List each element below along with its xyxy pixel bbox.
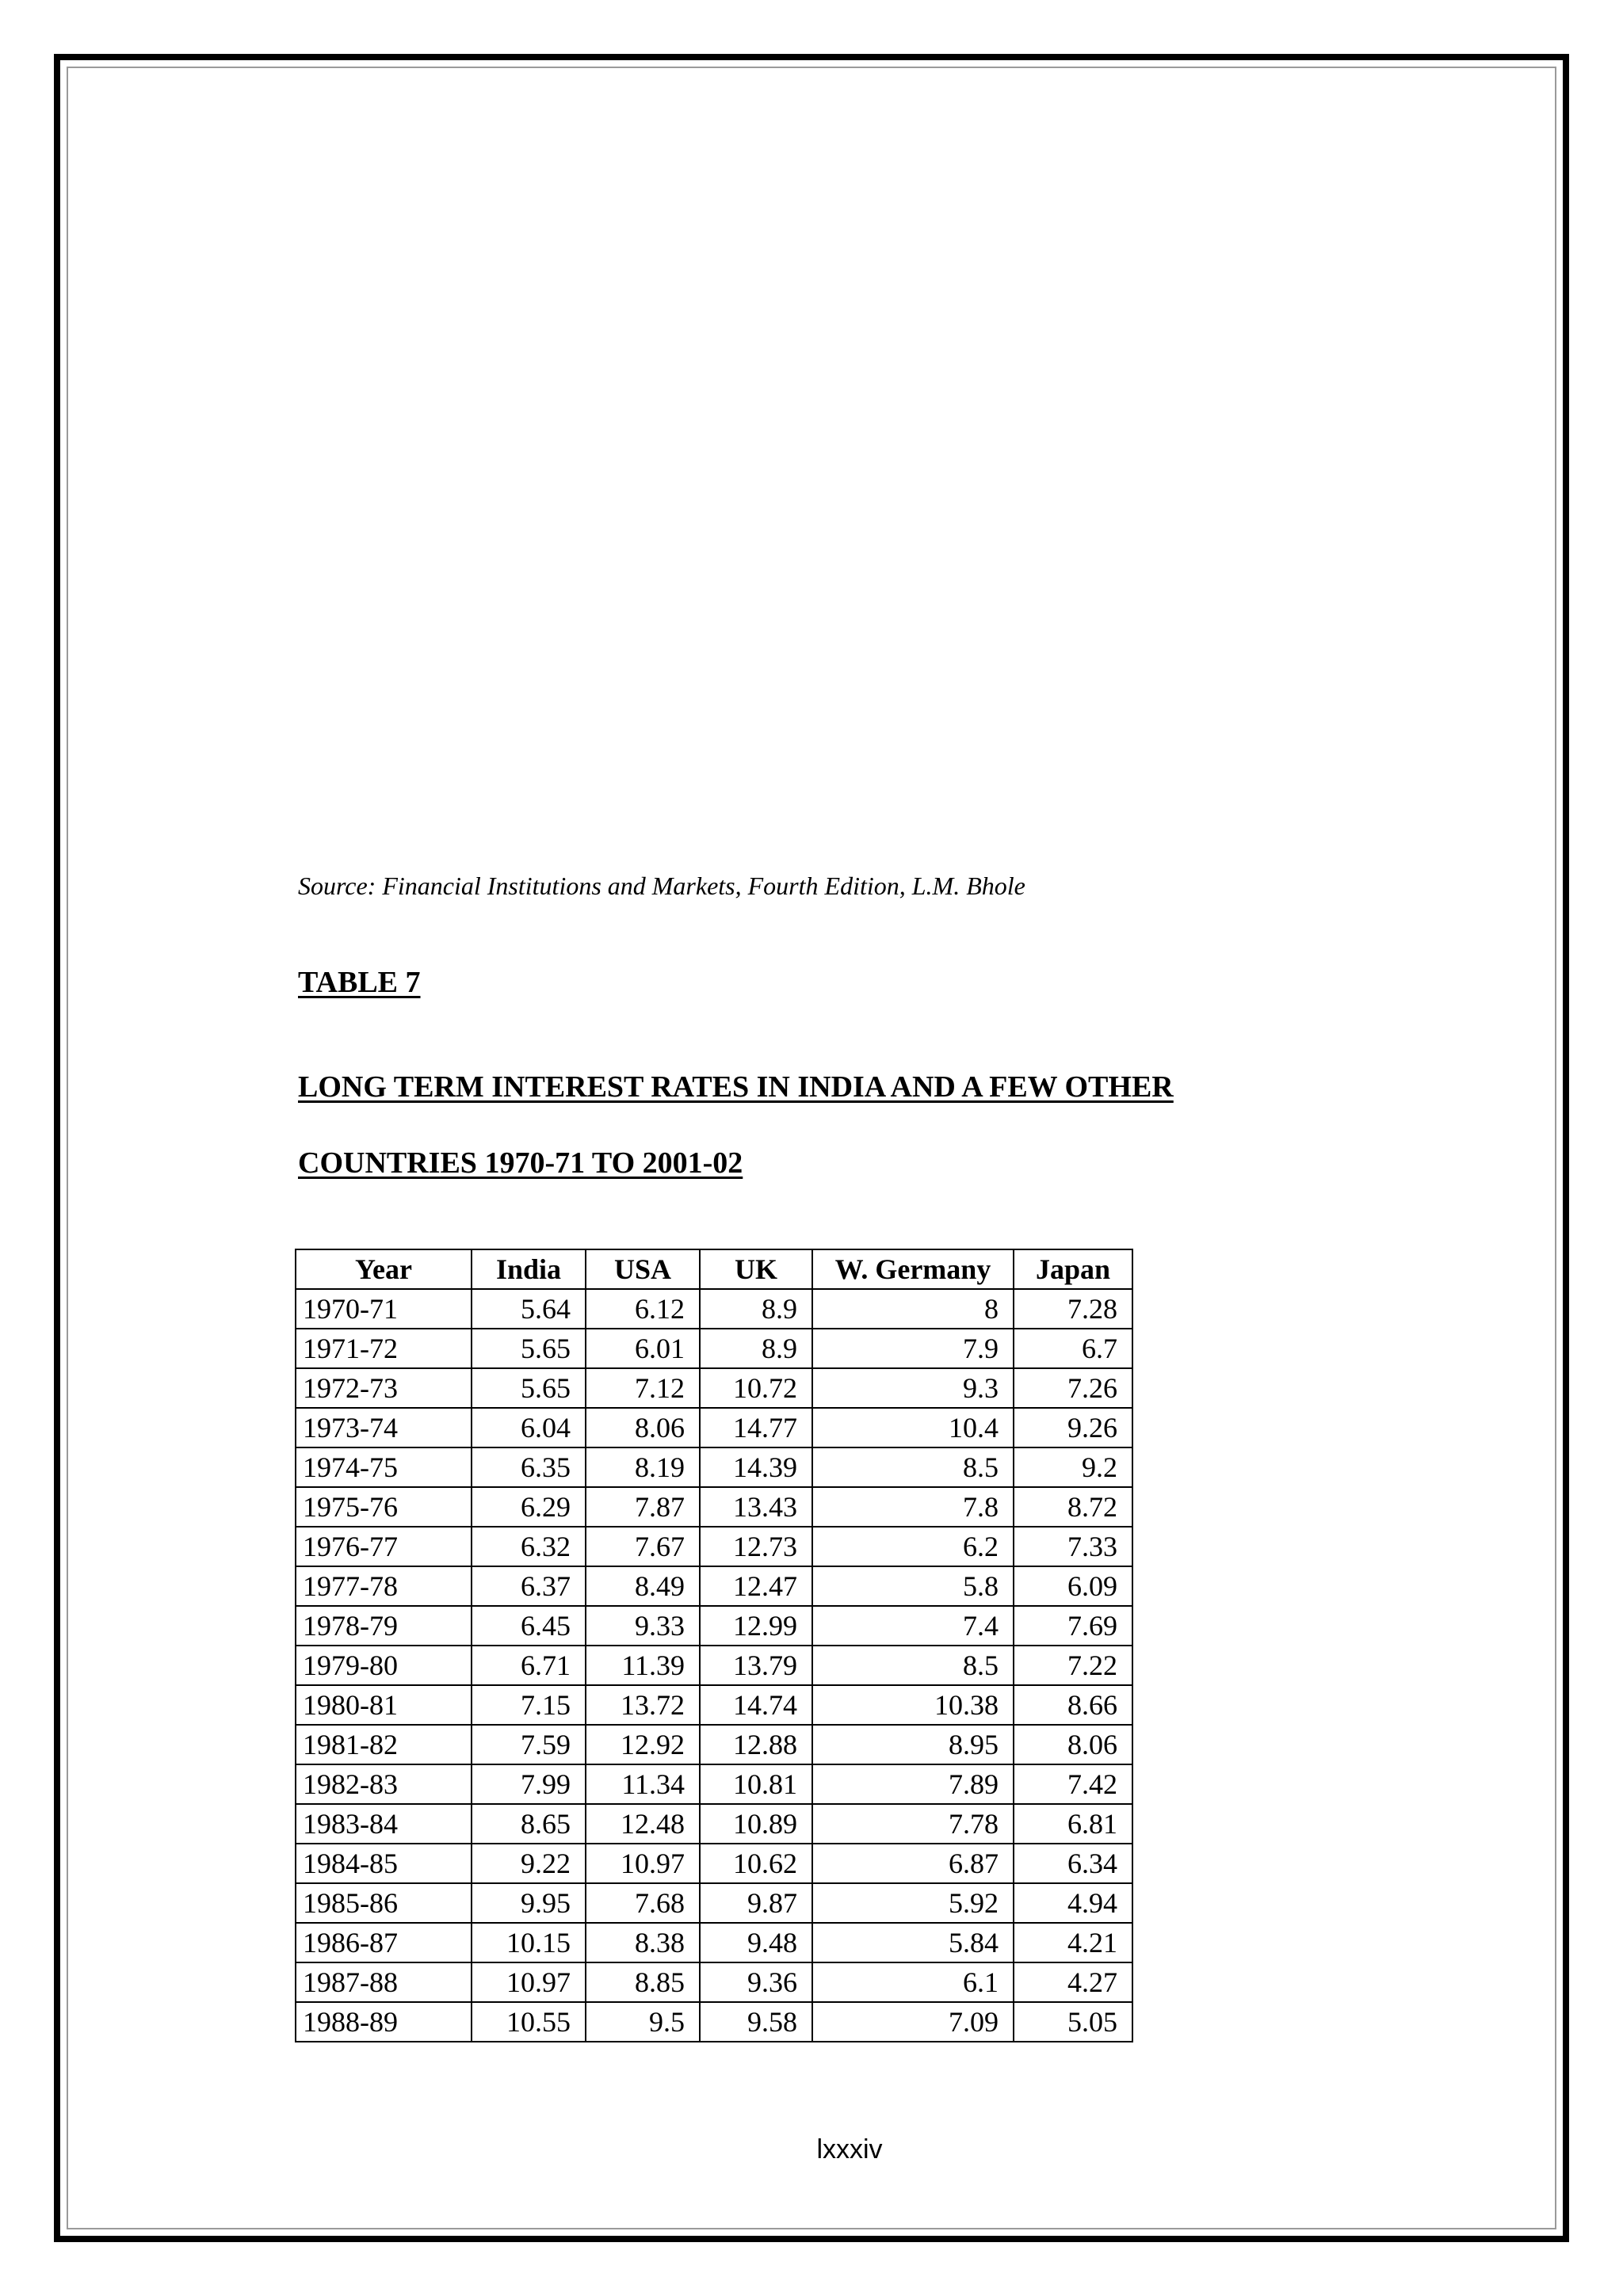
page-number: lxxxiv <box>816 2134 883 2164</box>
table-row <box>296 1804 1132 1844</box>
cell-year: 1980-81 <box>296 1685 472 1725</box>
cell-usa: 13.72 <box>586 1685 700 1725</box>
cell-uk: 10.81 <box>700 1764 812 1804</box>
cell-india: 5.65 <box>472 1368 586 1408</box>
cell-uk: 10.62 <box>700 1844 812 1883</box>
cell-japan: 8.72 <box>1014 1487 1132 1527</box>
cell-uk: 9.58 <box>700 2002 812 2042</box>
cell-w-germany: 5.92 <box>812 1883 1014 1923</box>
table-row <box>296 1962 1132 2002</box>
cell-uk: 12.88 <box>700 1725 812 1764</box>
cell-japan: 7.33 <box>1014 1527 1132 1566</box>
header-uk: UK <box>700 1249 812 1289</box>
header-usa: USA <box>586 1249 700 1289</box>
cell-japan: 7.22 <box>1014 1646 1132 1685</box>
cell-japan: 6.7 <box>1014 1329 1132 1368</box>
table-row <box>296 1566 1132 1606</box>
cell-w-germany: 7.78 <box>812 1804 1014 1844</box>
cell-usa: 7.67 <box>586 1527 700 1566</box>
cell-w-germany: 7.09 <box>812 2002 1014 2042</box>
cell-japan: 7.28 <box>1014 1289 1132 1329</box>
cell-japan: 9.26 <box>1014 1408 1132 1447</box>
cell-w-germany: 8.5 <box>812 1447 1014 1487</box>
cell-w-germany: 7.89 <box>812 1764 1014 1804</box>
cell-usa: 6.01 <box>586 1329 700 1368</box>
cell-uk: 12.47 <box>700 1566 812 1606</box>
table-row <box>296 1844 1132 1883</box>
table-row <box>296 1883 1132 1923</box>
cell-uk: 12.73 <box>700 1527 812 1566</box>
cell-usa: 11.34 <box>586 1764 700 1804</box>
cell-japan: 8.06 <box>1014 1725 1132 1764</box>
source-citation: Source: Financial Institutions and Markets, Fourth Edition, L.M. Bhole <box>298 871 1025 900</box>
table-row <box>296 1408 1132 1447</box>
cell-w-germany: 7.4 <box>812 1606 1014 1646</box>
table-body <box>296 1289 1132 2042</box>
cell-usa: 8.06 <box>586 1408 700 1447</box>
cell-usa: 8.38 <box>586 1923 700 1962</box>
header-row <box>296 1249 1132 1289</box>
cell-uk: 14.39 <box>700 1447 812 1487</box>
table-row <box>296 1685 1132 1725</box>
cell-w-germany: 7.8 <box>812 1487 1014 1527</box>
table-row <box>296 1527 1132 1566</box>
cell-year: 1973-74 <box>296 1408 472 1447</box>
cell-usa: 9.33 <box>586 1606 700 1646</box>
table-row <box>296 1289 1132 1329</box>
cell-india: 10.97 <box>472 1962 586 2002</box>
interest-rates-table <box>295 1249 1133 2042</box>
cell-usa: 12.48 <box>586 1804 700 1844</box>
cell-year: 1972-73 <box>296 1368 472 1408</box>
cell-w-germany: 6.2 <box>812 1527 1014 1566</box>
cell-year: 1974-75 <box>296 1447 472 1487</box>
header-w-germany: W. Germany <box>812 1249 1014 1289</box>
cell-india: 6.71 <box>472 1646 586 1685</box>
cell-japan: 7.26 <box>1014 1368 1132 1408</box>
cell-india: 6.37 <box>472 1566 586 1606</box>
cell-w-germany: 10.4 <box>812 1408 1014 1447</box>
table-title-line-2: COUNTRIES 1970-71 TO 2001-02 <box>298 1146 743 1180</box>
cell-japan: 6.81 <box>1014 1804 1132 1844</box>
cell-w-germany: 5.8 <box>812 1566 1014 1606</box>
cell-japan: 5.05 <box>1014 2002 1132 2042</box>
cell-india: 8.65 <box>472 1804 586 1844</box>
cell-year: 1985-86 <box>296 1883 472 1923</box>
cell-japan: 6.09 <box>1014 1566 1132 1606</box>
table-row <box>296 1923 1132 1962</box>
cell-uk: 10.89 <box>700 1804 812 1844</box>
cell-year: 1976-77 <box>296 1527 472 1566</box>
cell-india: 6.45 <box>472 1606 586 1646</box>
cell-japan: 9.2 <box>1014 1447 1132 1487</box>
cell-year: 1978-79 <box>296 1606 472 1646</box>
cell-year: 1987-88 <box>296 1962 472 2002</box>
table-row <box>296 1764 1132 1804</box>
header-year: Year <box>296 1249 472 1289</box>
cell-w-germany: 6.87 <box>812 1844 1014 1883</box>
cell-india: 10.55 <box>472 2002 586 2042</box>
cell-uk: 13.79 <box>700 1646 812 1685</box>
cell-year: 1983-84 <box>296 1804 472 1844</box>
cell-uk: 14.77 <box>700 1408 812 1447</box>
cell-japan: 4.94 <box>1014 1883 1132 1923</box>
cell-year: 1971-72 <box>296 1329 472 1368</box>
cell-year: 1984-85 <box>296 1844 472 1883</box>
cell-india: 10.15 <box>472 1923 586 1962</box>
cell-w-germany: 8.5 <box>812 1646 1014 1685</box>
cell-uk: 9.36 <box>700 1962 812 2002</box>
cell-uk: 8.9 <box>700 1329 812 1368</box>
cell-india: 9.95 <box>472 1883 586 1923</box>
table-row <box>296 1725 1132 1764</box>
table-label: TABLE 7 <box>298 966 421 999</box>
cell-usa: 8.19 <box>586 1447 700 1487</box>
cell-india: 9.22 <box>472 1844 586 1883</box>
cell-japan: 7.69 <box>1014 1606 1132 1646</box>
table-row <box>296 1368 1132 1408</box>
cell-uk: 10.72 <box>700 1368 812 1408</box>
cell-year: 1988-89 <box>296 2002 472 2042</box>
cell-w-germany: 7.9 <box>812 1329 1014 1368</box>
cell-year: 1981-82 <box>296 1725 472 1764</box>
cell-japan: 8.66 <box>1014 1685 1132 1725</box>
cell-usa: 9.5 <box>586 2002 700 2042</box>
cell-japan: 4.21 <box>1014 1923 1132 1962</box>
cell-usa: 7.12 <box>586 1368 700 1408</box>
cell-uk: 13.43 <box>700 1487 812 1527</box>
cell-uk: 8.9 <box>700 1289 812 1329</box>
cell-usa: 12.92 <box>586 1725 700 1764</box>
table-row <box>296 1487 1132 1527</box>
cell-india: 6.35 <box>472 1447 586 1487</box>
cell-w-germany: 9.3 <box>812 1368 1014 1408</box>
table-title-line-1: LONG TERM INTEREST RATES IN INDIA AND A FEW OTHER <box>298 1070 1174 1104</box>
cell-year: 1977-78 <box>296 1566 472 1606</box>
table-header <box>296 1249 1132 1289</box>
cell-india: 7.59 <box>472 1725 586 1764</box>
table-row <box>296 1646 1132 1685</box>
cell-usa: 7.87 <box>586 1487 700 1527</box>
header-india: India <box>472 1249 586 1289</box>
cell-uk: 9.48 <box>700 1923 812 1962</box>
cell-japan: 6.34 <box>1014 1844 1132 1883</box>
cell-india: 7.99 <box>472 1764 586 1804</box>
table-row <box>296 2002 1132 2042</box>
cell-usa: 10.97 <box>586 1844 700 1883</box>
cell-year: 1975-76 <box>296 1487 472 1527</box>
cell-year: 1982-83 <box>296 1764 472 1804</box>
cell-india: 5.64 <box>472 1289 586 1329</box>
cell-usa: 7.68 <box>586 1883 700 1923</box>
cell-usa: 11.39 <box>586 1646 700 1685</box>
table-row <box>296 1447 1132 1487</box>
cell-year: 1986-87 <box>296 1923 472 1962</box>
cell-india: 6.32 <box>472 1527 586 1566</box>
cell-uk: 12.99 <box>700 1606 812 1646</box>
cell-japan: 7.42 <box>1014 1764 1132 1804</box>
cell-india: 6.04 <box>472 1408 586 1447</box>
cell-india: 7.15 <box>472 1685 586 1725</box>
cell-w-germany: 5.84 <box>812 1923 1014 1962</box>
cell-w-germany: 8.95 <box>812 1725 1014 1764</box>
cell-usa: 8.49 <box>586 1566 700 1606</box>
cell-usa: 8.85 <box>586 1962 700 2002</box>
cell-usa: 6.12 <box>586 1289 700 1329</box>
cell-uk: 9.87 <box>700 1883 812 1923</box>
cell-w-germany: 6.1 <box>812 1962 1014 2002</box>
cell-year: 1979-80 <box>296 1646 472 1685</box>
cell-w-germany: 10.38 <box>812 1685 1014 1725</box>
cell-india: 5.65 <box>472 1329 586 1368</box>
cell-japan: 4.27 <box>1014 1962 1132 2002</box>
cell-uk: 14.74 <box>700 1685 812 1725</box>
header-japan: Japan <box>1014 1249 1132 1289</box>
table-row <box>296 1606 1132 1646</box>
table-row <box>296 1329 1132 1368</box>
cell-year: 1970-71 <box>296 1289 472 1329</box>
cell-india: 6.29 <box>472 1487 586 1527</box>
cell-w-germany: 8 <box>812 1289 1014 1329</box>
